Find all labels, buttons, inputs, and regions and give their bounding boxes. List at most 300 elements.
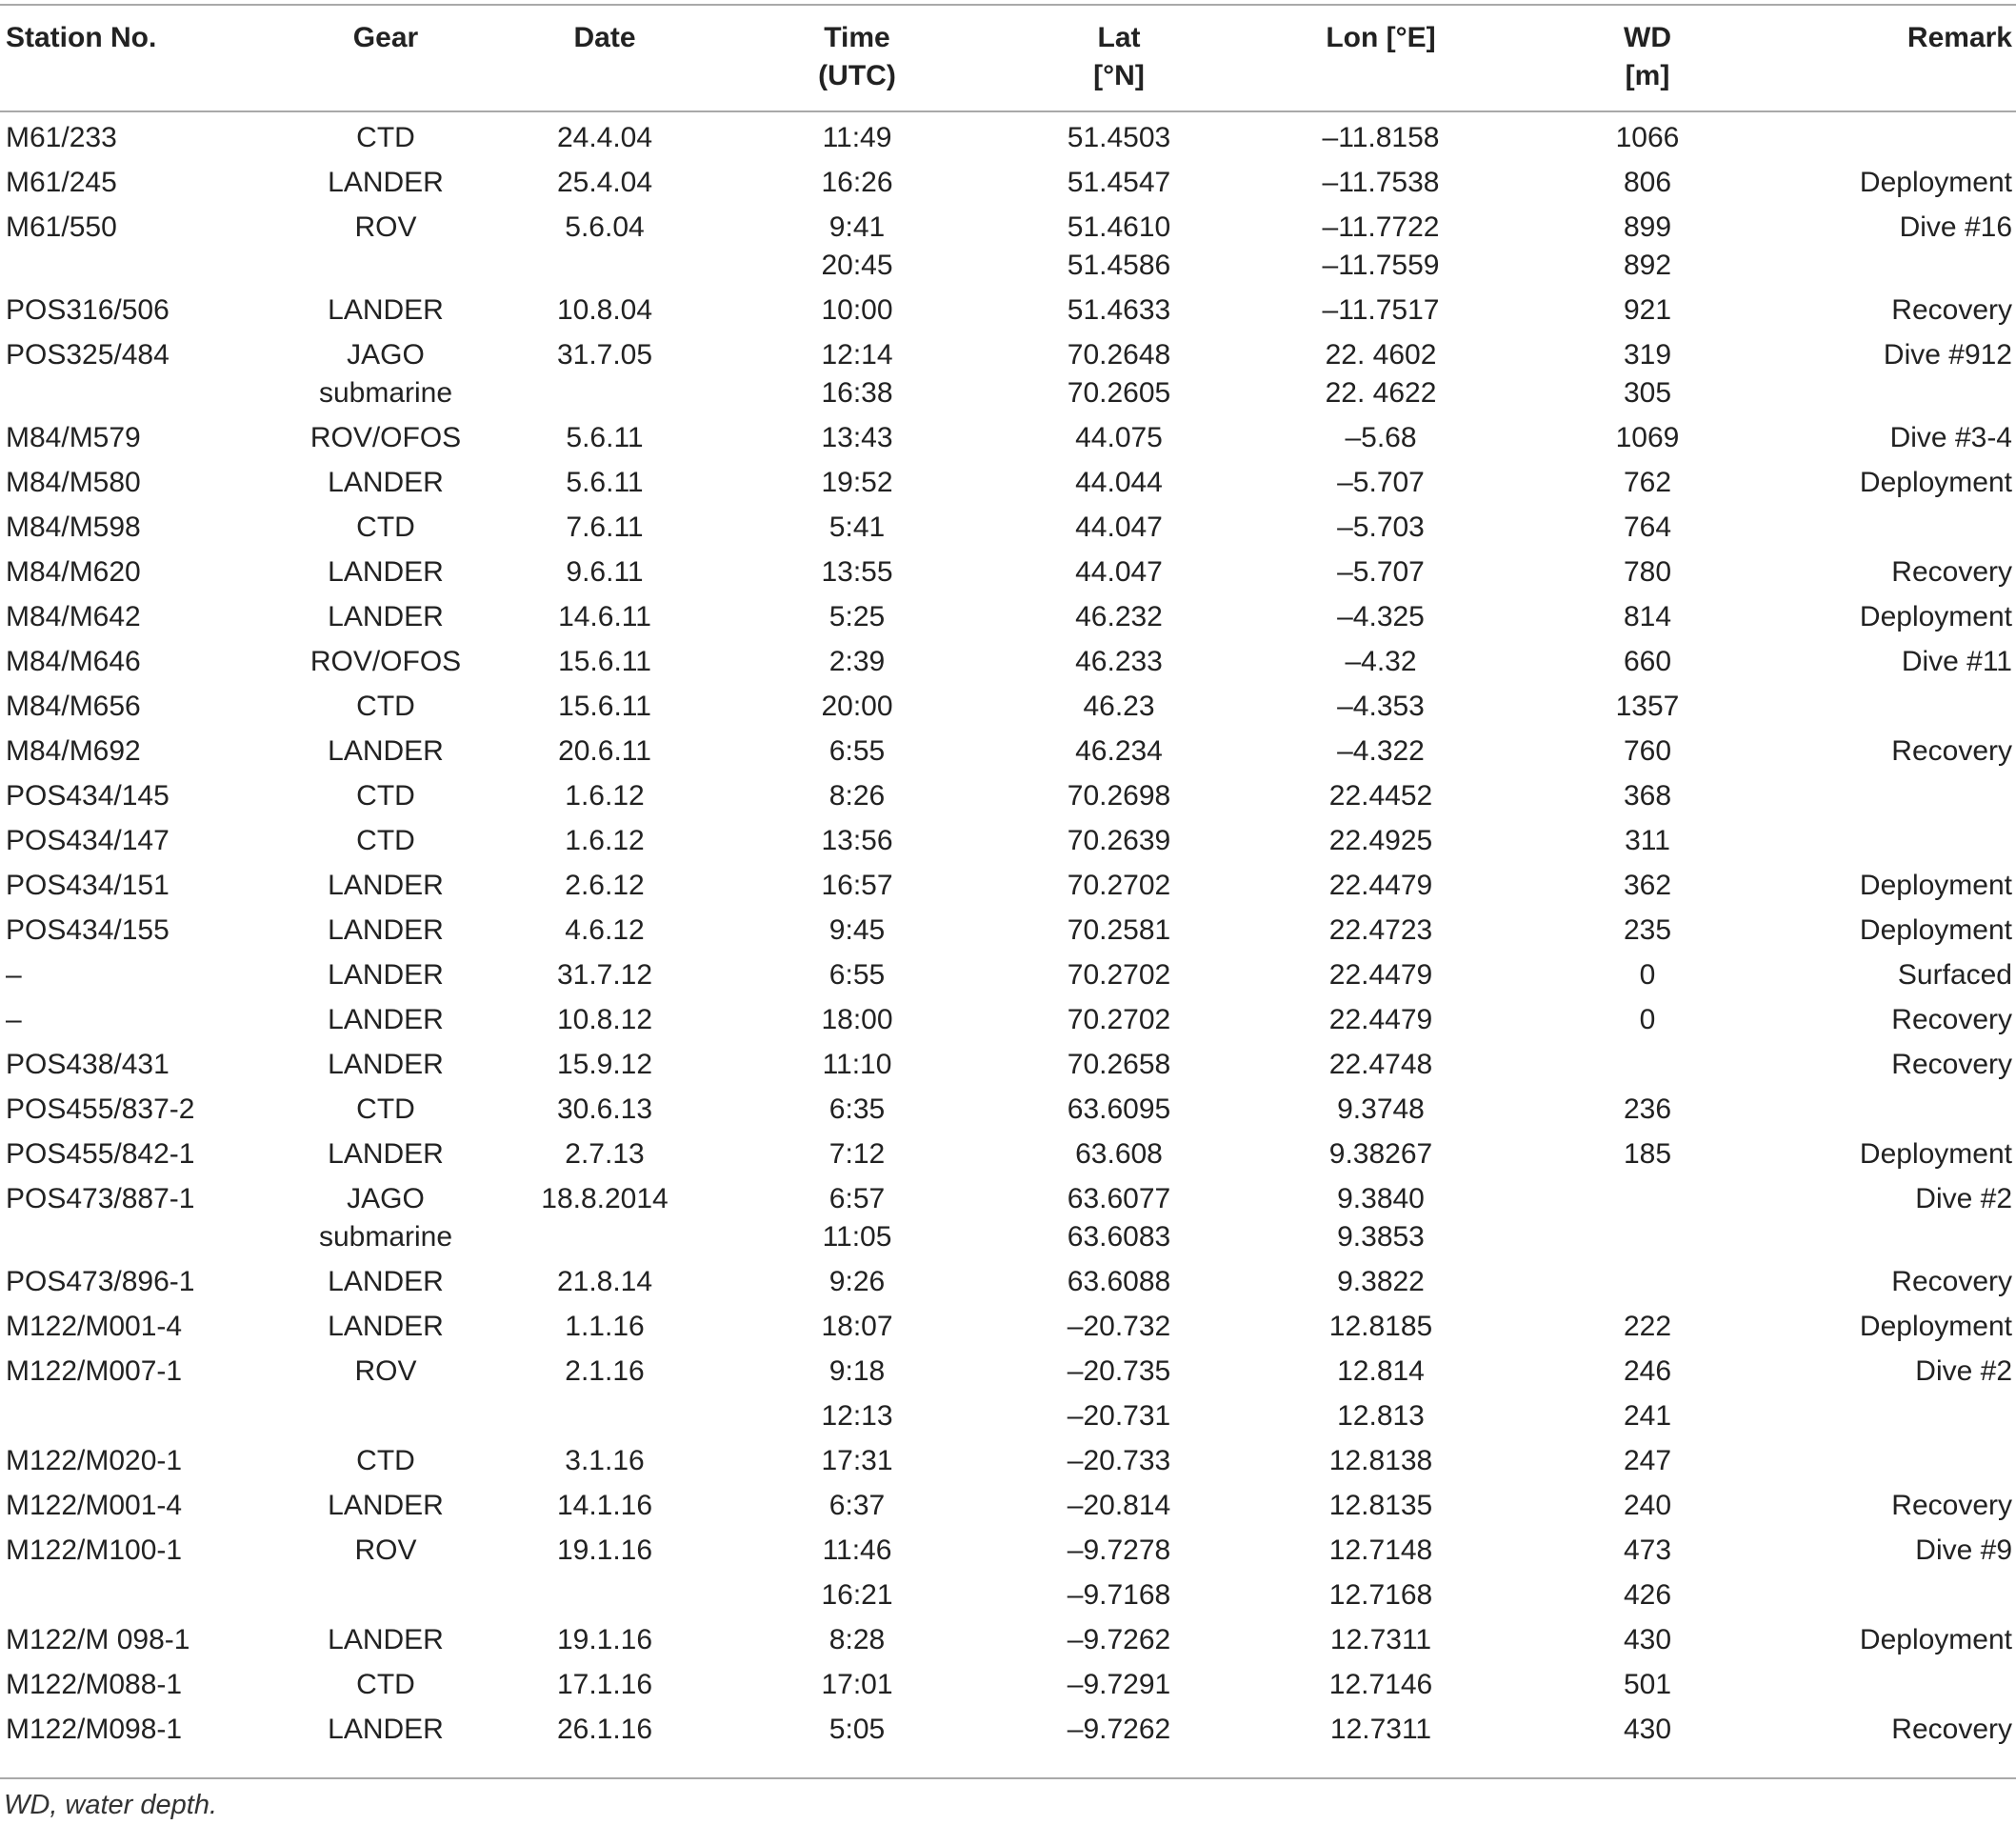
cell-wd [1524, 905, 1771, 950]
cell-lon-line: 22.4479 [1328, 870, 1433, 901]
cell-remark [1771, 815, 2016, 860]
cell-wd-line: 806 [1623, 167, 1672, 198]
cell-lon [1238, 112, 1524, 157]
cell-time-line: 9:26 [828, 1266, 886, 1297]
cell-lon [1238, 202, 1524, 285]
cell-lat [1000, 1570, 1238, 1614]
cell-lon-line: 22. 4622 [1325, 377, 1437, 409]
cell-lon [1238, 1129, 1524, 1173]
cell-time-line: 20:00 [821, 691, 893, 722]
cell-gear-line: CTD [356, 1445, 415, 1476]
table-row [0, 1301, 2016, 1346]
cell-wd-line: 430 [1623, 1714, 1672, 1745]
cell-gear-line: CTD [356, 511, 415, 543]
cell-wd-line: 760 [1623, 735, 1672, 767]
cell-gear-line: ROV/OFOS [309, 422, 462, 453]
cell-wd [1524, 592, 1771, 636]
cell-time [714, 994, 1000, 1039]
cell-gear [276, 1346, 495, 1391]
cell-time [714, 681, 1000, 726]
cell-station: M122/M098-1 [6, 1714, 183, 1745]
cell-lon-line: 9.3822 [1337, 1266, 1425, 1297]
cell-lon-line: 12.8138 [1328, 1445, 1433, 1476]
cell-lon-line: 9.3840 [1337, 1183, 1425, 1214]
cell-lon-line: –11.7559 [1322, 250, 1440, 281]
cell-date: 1.6.12 [565, 780, 645, 812]
cell-date: 2.6.12 [565, 870, 645, 901]
cell-wd-line: 892 [1623, 250, 1672, 281]
cell-lat [1000, 1391, 1238, 1435]
cell-wd [1524, 1614, 1771, 1659]
cell-lat-line: 70.2658 [1067, 1049, 1171, 1080]
cell-station: M61/233 [6, 122, 117, 153]
table-row [0, 905, 2016, 950]
table-row [0, 815, 2016, 860]
cell-remark: Recovery [1891, 735, 2012, 767]
cell-time-line: 16:57 [821, 870, 893, 901]
cell-time-line: 18:07 [821, 1311, 893, 1342]
cell-lon [1238, 1173, 1524, 1256]
cell-time [714, 502, 1000, 547]
cell-gear-line: LANDER [328, 556, 444, 588]
cell-lat-line: 70.2581 [1067, 914, 1171, 946]
cell-remark [1771, 1435, 2016, 1480]
cell-gear [276, 1129, 495, 1173]
cell-lon-line: 22.4479 [1328, 959, 1433, 991]
cell-wd [1524, 330, 1771, 412]
cell-lat-line: –9.7262 [1067, 1624, 1171, 1655]
cell-date: 5.6.11 [566, 422, 644, 453]
cell-lon-line: 12.7146 [1328, 1669, 1433, 1700]
cell-gear [276, 1039, 495, 1084]
cell-date: 10.8.12 [556, 1004, 653, 1035]
cell-station: POS438/431 [6, 1049, 170, 1080]
cell-date: 14.6.11 [558, 601, 651, 632]
cell-lat-line: 44.047 [1075, 511, 1163, 543]
cell-remark: Dive #2 [1915, 1355, 2012, 1387]
cell-date: 10.8.04 [556, 294, 653, 326]
header-time-line1: Time [824, 22, 890, 53]
cell-time-line: 5:05 [828, 1714, 886, 1745]
cell-gear-line: LANDER [328, 959, 444, 991]
cell-wd-line: 235 [1623, 914, 1672, 946]
cell-station: POS434/151 [6, 870, 170, 901]
cell-lat-line: 70.2698 [1067, 780, 1171, 812]
table-header [0, 0, 2016, 112]
cell-time-line: 16:26 [821, 167, 893, 198]
cell-gear [276, 815, 495, 860]
table-row [0, 1704, 2016, 1749]
cell-lon [1238, 412, 1524, 457]
cell-wd [1524, 1391, 1771, 1435]
cell-gear-line: ROV [354, 1534, 417, 1566]
cell-lon-line: –4.353 [1337, 691, 1425, 722]
cell-wd-line: 236 [1623, 1093, 1672, 1125]
cell-wd [1524, 457, 1771, 502]
cell-lat-line: 70.2702 [1067, 1004, 1171, 1035]
cell-time [714, 1039, 1000, 1084]
cell-date: 31.7.12 [556, 959, 653, 991]
cell-lat [1000, 285, 1238, 330]
cell-lat-line: 51.4586 [1067, 250, 1171, 281]
cell-remark [1771, 1084, 2016, 1129]
cell-date: 24.4.04 [556, 122, 653, 153]
cell-wd-line: 246 [1623, 1355, 1672, 1387]
cell-station: M122/M 098-1 [6, 1624, 190, 1655]
cell-lon [1238, 1614, 1524, 1659]
cell-wd-line: 430 [1623, 1624, 1672, 1655]
cell-station: M84/M656 [6, 691, 141, 722]
cell-time [714, 1435, 1000, 1480]
cell-gear [276, 860, 495, 905]
cell-lon-line: 12.813 [1337, 1400, 1425, 1432]
cell-gear-line: LANDER [328, 1490, 444, 1521]
cell-lon-line: –4.325 [1337, 601, 1425, 632]
cell-gear-line: LANDER [328, 1714, 444, 1745]
cell-lon [1238, 860, 1524, 905]
cell-time-line: 6:57 [828, 1183, 886, 1214]
cell-gear [276, 726, 495, 771]
cell-lat [1000, 1525, 1238, 1570]
cell-station: M84/M642 [6, 601, 141, 632]
cell-time [714, 815, 1000, 860]
cell-wd [1524, 202, 1771, 285]
cell-lat [1000, 681, 1238, 726]
cell-lat-line: 51.4547 [1067, 167, 1171, 198]
cell-date [495, 1391, 714, 1435]
table-row [0, 1084, 2016, 1129]
header-lat-line1: Lat [1097, 22, 1141, 53]
cell-lat [1000, 1435, 1238, 1480]
cell-date: 2.7.13 [565, 1138, 645, 1170]
cell-remark: Recovery [1891, 294, 2012, 326]
header-lat [1000, 0, 1238, 112]
cell-lon [1238, 330, 1524, 412]
cell-station: POS455/837-2 [6, 1093, 195, 1125]
cell-lon-line: 12.7311 [1329, 1714, 1432, 1745]
cell-station: POS434/147 [6, 825, 170, 856]
cell-lat [1000, 1704, 1238, 1749]
cell-gear [276, 502, 495, 547]
cell-lat [1000, 994, 1238, 1039]
cell-wd-line: 1357 [1615, 691, 1680, 722]
cell-lat-line: –20.731 [1067, 1400, 1171, 1432]
cell-date [495, 1570, 714, 1614]
cell-lat [1000, 157, 1238, 202]
cell-wd [1524, 1525, 1771, 1570]
cell-station: POS316/506 [6, 294, 170, 326]
cell-station: POS434/145 [6, 780, 170, 812]
cell-station: POS455/842-1 [6, 1138, 195, 1170]
cell-station: M122/M100-1 [6, 1534, 183, 1566]
header-gear: Gear [352, 22, 419, 53]
cell-lon [1238, 547, 1524, 592]
cell-time-line: 6:35 [828, 1093, 886, 1125]
cell-gear [276, 636, 495, 681]
cell-time [714, 412, 1000, 457]
cell-station: – [6, 959, 22, 991]
cell-lon-line: 9.3853 [1337, 1221, 1425, 1253]
cell-lon-line: 22. 4602 [1325, 339, 1437, 371]
cell-station: M84/M598 [6, 511, 141, 543]
bottom-rule [0, 1777, 2016, 1779]
cell-remark: Dive #3-4 [1889, 422, 2012, 453]
cell-gear-line: submarine [318, 1221, 453, 1253]
cell-lat-line: –20.733 [1067, 1445, 1171, 1476]
cell-gear [276, 950, 495, 994]
cell-lat [1000, 202, 1238, 285]
cell-station [0, 1570, 276, 1614]
cell-lon [1238, 592, 1524, 636]
cell-remark: Dive #11 [1901, 646, 2012, 677]
header-lat-line2: [°N] [1093, 60, 1145, 91]
cell-wd-line: 660 [1623, 646, 1672, 677]
table-row [0, 1525, 2016, 1570]
cell-gear [276, 1435, 495, 1480]
cell-lat-line: 44.075 [1075, 422, 1163, 453]
cell-time [714, 1704, 1000, 1749]
cell-lon-line: 12.814 [1337, 1355, 1425, 1387]
header-lon: Lon [°E] [1326, 22, 1436, 53]
cell-gear [276, 771, 495, 815]
cell-gear-line: CTD [356, 122, 415, 153]
cell-wd-line: 222 [1623, 1311, 1672, 1342]
cell-gear-line: CTD [356, 825, 415, 856]
cell-lon [1238, 1480, 1524, 1525]
cell-remark [1771, 502, 2016, 547]
cell-lat [1000, 112, 1238, 157]
cell-gear [276, 1704, 495, 1749]
cell-lon [1238, 502, 1524, 547]
cell-station: POS434/155 [6, 914, 170, 946]
cell-date: 21.8.14 [556, 1266, 653, 1297]
cell-wd [1524, 157, 1771, 202]
cell-lon-line: 22.4452 [1328, 780, 1433, 812]
cell-wd-line: 501 [1623, 1669, 1672, 1700]
cell-remark: Recovery [1891, 556, 2012, 588]
cell-gear [276, 1570, 495, 1614]
cell-remark [1771, 681, 2016, 726]
cell-date: 15.9.12 [556, 1049, 653, 1080]
cell-wd [1524, 412, 1771, 457]
cell-wd [1524, 681, 1771, 726]
cell-lat [1000, 547, 1238, 592]
cell-time-line: 6:37 [828, 1490, 886, 1521]
cell-wd [1524, 860, 1771, 905]
cell-date: 15.6.11 [558, 646, 651, 677]
cell-time [714, 726, 1000, 771]
cell-lat [1000, 412, 1238, 457]
cell-lat-line: –20.814 [1067, 1490, 1171, 1521]
cell-gear-line: LANDER [328, 914, 444, 946]
cell-lat [1000, 1346, 1238, 1391]
cell-time [714, 157, 1000, 202]
cell-gear [276, 112, 495, 157]
cell-lon-line: –5.703 [1337, 511, 1425, 543]
table-row [0, 457, 2016, 502]
cell-gear-line: LANDER [328, 735, 444, 767]
cell-wd-line: 185 [1623, 1138, 1672, 1170]
table-row [0, 1039, 2016, 1084]
table-row [0, 502, 2016, 547]
table-row [0, 1614, 2016, 1659]
cell-station: – [6, 1004, 22, 1035]
cell-date: 7.6.11 [566, 511, 644, 543]
cell-remark [1771, 1570, 2016, 1614]
cell-lat [1000, 771, 1238, 815]
cell-remark [1771, 112, 2016, 157]
header-date: Date [573, 22, 636, 53]
cell-station: POS473/887-1 [6, 1183, 195, 1214]
header-wd [1524, 0, 1771, 112]
cell-time-line: 9:18 [828, 1355, 886, 1387]
cell-date: 4.6.12 [565, 914, 645, 946]
cell-lon-line: –11.7722 [1322, 211, 1440, 243]
cell-gear [276, 592, 495, 636]
cell-station: M84/M646 [6, 646, 141, 677]
cell-wd [1524, 1480, 1771, 1525]
cell-wd [1524, 994, 1771, 1039]
cell-gear-line: ROV [354, 1355, 417, 1387]
cell-time-line: 2:39 [828, 646, 886, 677]
cell-station: M122/M001-4 [6, 1490, 183, 1521]
table-row [0, 592, 2016, 636]
cell-time-line: 16:21 [821, 1579, 893, 1611]
cell-gear-line: LANDER [328, 1266, 444, 1297]
cell-wd-line: 0 [1639, 1004, 1656, 1035]
cell-time-line: 9:41 [828, 211, 886, 243]
cell-wd [1524, 547, 1771, 592]
cell-time-line: 6:55 [828, 959, 886, 991]
cell-date: 15.6.11 [558, 691, 651, 722]
cell-wd [1524, 771, 1771, 815]
cell-lon-line: 12.8185 [1328, 1311, 1433, 1342]
cell-lon [1238, 1570, 1524, 1614]
cell-time [714, 1525, 1000, 1570]
cell-time-line: 19:52 [821, 467, 893, 498]
cell-lon-line: 22.4748 [1328, 1049, 1433, 1080]
cell-gear [276, 412, 495, 457]
cell-lon [1238, 285, 1524, 330]
cell-wd [1524, 1301, 1771, 1346]
cell-lon [1238, 1391, 1524, 1435]
cell-gear-line: LANDER [328, 1049, 444, 1080]
cell-wd-line: 362 [1623, 870, 1672, 901]
cell-date: 26.1.16 [556, 1714, 653, 1745]
cell-lon [1238, 157, 1524, 202]
cell-lon [1238, 905, 1524, 950]
cell-lat [1000, 636, 1238, 681]
cell-lon-line: –11.8158 [1322, 122, 1440, 153]
header-station: Station No. [6, 22, 157, 53]
cell-remark: Deployment [1859, 914, 2012, 946]
cell-lat-line: 70.2639 [1067, 825, 1171, 856]
cell-lat-line: –20.735 [1067, 1355, 1171, 1387]
cell-lon-line: 22.4925 [1328, 825, 1433, 856]
cell-lon-line: 22.4479 [1328, 1004, 1433, 1035]
cell-lat [1000, 1084, 1238, 1129]
cell-lon [1238, 1435, 1524, 1480]
cell-gear [276, 1614, 495, 1659]
cell-time-line: 16:38 [821, 377, 893, 409]
cell-time [714, 1480, 1000, 1525]
cell-gear [276, 457, 495, 502]
cell-remark [1771, 1659, 2016, 1704]
cell-lat [1000, 1256, 1238, 1301]
cell-remark: Recovery [1891, 1049, 2012, 1080]
cell-lon [1238, 1659, 1524, 1704]
cell-lon-line: 12.8135 [1328, 1490, 1433, 1521]
cell-remark: Surfaced [1897, 959, 2012, 991]
cell-lat-line: 70.2702 [1067, 959, 1171, 991]
cell-time [714, 1173, 1000, 1256]
cell-time [714, 202, 1000, 285]
cell-time [714, 285, 1000, 330]
cell-station: M84/M580 [6, 467, 141, 498]
cell-time-line: 11:49 [822, 122, 892, 153]
cell-time-line: 5:25 [828, 601, 886, 632]
cell-lat [1000, 815, 1238, 860]
cell-time [714, 1659, 1000, 1704]
cell-gear-line: LANDER [328, 1004, 444, 1035]
cell-time-line: 17:01 [821, 1669, 893, 1700]
cell-lon-line: –5.707 [1337, 467, 1425, 498]
cell-remark: Recovery [1891, 1004, 2012, 1035]
table-row [0, 412, 2016, 457]
cell-date: 2.1.16 [565, 1355, 645, 1387]
cell-wd-line: 764 [1623, 511, 1672, 543]
cell-lat-line: –9.7291 [1067, 1669, 1171, 1700]
cell-gear-line: CTD [356, 780, 415, 812]
cell-wd-line: 426 [1623, 1579, 1672, 1611]
cell-time-line: 9:45 [828, 914, 886, 946]
cell-time-line: 17:31 [821, 1445, 893, 1476]
table-row [0, 202, 2016, 285]
cell-lon [1238, 1704, 1524, 1749]
table-row [0, 330, 2016, 412]
cell-lat-line: –9.7168 [1067, 1579, 1171, 1611]
cell-time [714, 1084, 1000, 1129]
cell-wd-line: 247 [1623, 1445, 1672, 1476]
cell-date: 25.4.04 [556, 167, 653, 198]
cell-lat-line: 51.4503 [1067, 122, 1171, 153]
cell-lat-line: –20.732 [1067, 1311, 1171, 1342]
cell-time-line: 11:46 [822, 1534, 892, 1566]
cell-lon-line: 22.4723 [1328, 914, 1433, 946]
cell-station: M84/M620 [6, 556, 141, 588]
table-row [0, 547, 2016, 592]
cell-lon [1238, 1346, 1524, 1391]
cell-lat-line: 44.044 [1075, 467, 1163, 498]
table-row [0, 1435, 2016, 1480]
cell-gear [276, 1301, 495, 1346]
table-row [0, 1570, 2016, 1614]
cell-wd-line: 240 [1623, 1490, 1672, 1521]
cell-remark: Deployment [1859, 1311, 2012, 1342]
cell-wd-line: 473 [1623, 1534, 1672, 1566]
cell-lat-line: 46.233 [1075, 646, 1163, 677]
cell-remark: Dive #9 [1915, 1534, 2012, 1566]
table-row [0, 1480, 2016, 1525]
cell-wd [1524, 1084, 1771, 1129]
cell-date: 18.8.2014 [541, 1183, 669, 1214]
cell-gear [276, 1256, 495, 1301]
cell-gear-line: submarine [318, 377, 453, 409]
cell-lat-line: 63.6088 [1067, 1266, 1171, 1297]
cell-station: M61/550 [6, 211, 117, 243]
cell-gear-line: CTD [356, 691, 415, 722]
cell-date: 9.6.11 [566, 556, 644, 588]
